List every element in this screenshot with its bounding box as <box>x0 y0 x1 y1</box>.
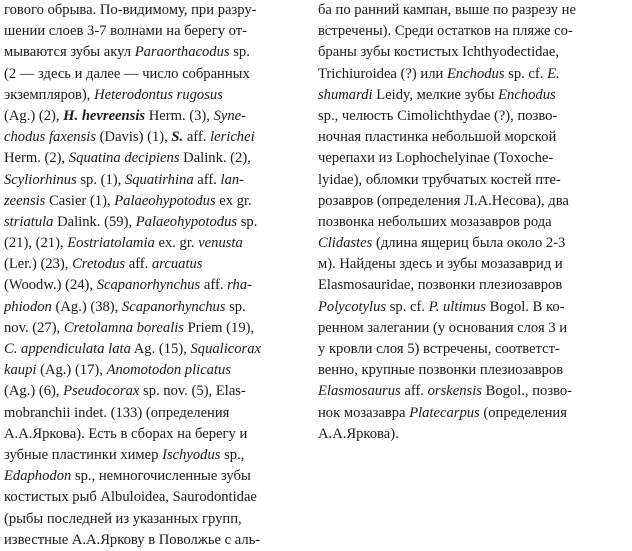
text-run: ex. gr. <box>154 235 199 252</box>
text-run: ба по ранний кампан, выше по разрезу не <box>318 2 576 18</box>
text-run: lyidae), обломки трубчатых костей пте- <box>318 171 561 188</box>
text-run: aff. <box>193 171 221 188</box>
text-run: sp., немногочисленные зубы <box>71 468 251 485</box>
text-line <box>4 466 306 487</box>
text-line <box>4 170 306 191</box>
text-line <box>318 191 628 212</box>
text-line <box>4 106 306 127</box>
styled-text-run: zeensis <box>4 192 46 209</box>
styled-text-run: venusta <box>198 235 243 252</box>
styled-text-run: orskensis <box>427 383 482 400</box>
text-line <box>4 275 306 296</box>
text-run: (Davis) (1), <box>96 129 172 146</box>
text-column-right <box>318 0 628 445</box>
text-run: sp., <box>220 446 245 463</box>
text-run: Dalink. (59), <box>53 213 136 230</box>
text-run: Priem (19), <box>184 319 255 336</box>
text-line <box>318 0 628 21</box>
text-run: ex gr. <box>215 192 252 209</box>
text-run: ночная пластинка небольшой морской <box>318 129 557 146</box>
text-line <box>318 233 628 254</box>
text-run: (Ler.) (23), <box>4 256 73 273</box>
text-run: розавров (определения Л.А.Несова), два <box>318 192 569 209</box>
text-run: венно, крупные позвонки плезиозавров <box>318 362 564 379</box>
text-run: sp. (1), <box>76 171 125 188</box>
text-line <box>318 212 628 233</box>
styled-text-run: Enchodus <box>446 65 505 82</box>
text-line <box>4 509 306 530</box>
text-line <box>4 339 306 360</box>
text-run: шении слоев 3-7 волнами на берегу от- <box>4 23 247 40</box>
text-run: Leidy, мелкие зубы <box>372 86 499 103</box>
text-run: А.А.Яркова). <box>318 425 399 442</box>
text-line <box>318 127 628 148</box>
text-run: гового обрыва. По-видимому, при разру- <box>4 2 257 18</box>
text-run: sp. <box>225 298 246 315</box>
styled-text-run: Cretolamna borealis <box>63 319 184 336</box>
styled-text-run: lan- <box>220 171 245 188</box>
styled-text-run: phiodon <box>4 298 52 315</box>
styled-text-run: kaupi <box>4 362 37 379</box>
styled-text-run: Palaeohypotodus <box>135 213 238 230</box>
text-run: (Ag.) (6), <box>4 383 64 400</box>
styled-text-run: rha- <box>227 277 252 294</box>
text-line <box>4 297 306 318</box>
text-run: Elasmosauridae, позвонки плезиозавров <box>318 277 563 294</box>
text-line <box>318 21 628 42</box>
text-run: Herm. (2), <box>4 150 69 167</box>
styled-text-run: Platecarpus <box>409 404 480 421</box>
text-run: нок мозазавра <box>318 404 410 421</box>
text-line <box>318 85 628 106</box>
text-line <box>4 487 306 508</box>
styled-text-run: Edaphodon <box>4 468 72 485</box>
text-run: sp. cf. <box>386 298 429 315</box>
text-line <box>318 42 628 63</box>
styled-text-run: Scyliorhinus <box>4 171 77 188</box>
styled-text-run: C. appendiculata lata <box>4 341 131 357</box>
styled-text-run: arcuatus <box>151 256 203 273</box>
styled-text-run: Polycotylus <box>318 298 387 315</box>
styled-text-run: lerichei <box>210 129 255 146</box>
text-run: встречены). Среди остатков на пляже со- <box>318 23 573 40</box>
text-line <box>318 297 628 318</box>
styled-text-run: H. hevreensis <box>63 107 146 124</box>
text-line <box>4 530 306 551</box>
styled-text-run: chodus faxensis <box>4 129 97 146</box>
text-line <box>4 127 306 148</box>
text-run: у кровли слоя 5) встречены, соответст- <box>318 341 560 357</box>
styled-text-run: Anomotodon plicatus <box>106 362 232 379</box>
text-line <box>4 212 306 233</box>
styled-text-run: Paraorthacodus <box>134 44 230 61</box>
text-run: (21), (21), <box>4 235 68 252</box>
text-line <box>4 360 306 381</box>
text-run: sp., челюсть Cimolichthydae (?), позво- <box>318 107 558 124</box>
styled-text-run: Scapanorhynchus <box>121 298 226 315</box>
text-run: А.А.Яркова). Есть в сборах на берегу и <box>4 425 248 442</box>
text-run: браны зубы костистых Ichthyodectidae, <box>318 44 560 61</box>
styled-text-run: Ischyodus <box>162 446 221 463</box>
text-run: sp. cf. <box>504 65 548 82</box>
text-run: зубные пластинки химер <box>4 446 163 463</box>
text-line <box>318 170 628 191</box>
styled-text-run: Enchodus <box>498 86 556 103</box>
text-run: (Woodw.) (24), <box>4 277 97 294</box>
text-line <box>318 424 628 445</box>
text-run: sp. <box>229 44 250 61</box>
text-line <box>4 254 306 275</box>
text-line <box>4 0 306 21</box>
text-line <box>318 360 628 381</box>
text-run: м). Найдены здесь и зубы мозазаврид и <box>318 256 563 273</box>
text-run: Herm. (3), <box>145 107 214 124</box>
text-run: nov. (27), <box>4 319 64 336</box>
styled-text-run: striatula <box>4 213 54 230</box>
styled-text-run: Scapanorhynchus <box>96 277 201 294</box>
text-run: позвонка небольших мозазавров рода <box>318 213 552 230</box>
styled-text-run: Pseudocorax <box>63 383 140 400</box>
text-run: известные А.А.Яркову в Поволжье с аль- <box>4 531 261 548</box>
text-column-left <box>4 0 306 551</box>
text-run: (длина ящериц была около 2-3 <box>372 235 566 252</box>
text-line <box>4 233 306 254</box>
text-line <box>318 403 628 424</box>
text-line <box>4 64 306 85</box>
styled-text-run: S. <box>171 129 184 146</box>
styled-text-run: Syne- <box>213 107 246 124</box>
text-line <box>318 64 628 85</box>
text-line <box>4 191 306 212</box>
styled-text-run: Eostriatolamia <box>67 235 155 252</box>
text-run: Dalink. (2), <box>179 150 251 167</box>
text-line <box>4 85 306 106</box>
styled-text-run: shumardi <box>318 86 373 103</box>
text-run: Bogol. В ко- <box>485 298 565 315</box>
text-line <box>4 403 306 424</box>
styled-text-run: Squalicorax <box>190 341 262 357</box>
text-run: экземпляров), <box>4 86 95 103</box>
text-run: (рыбы последней из указанных групп, <box>4 510 242 527</box>
text-line <box>4 148 306 169</box>
text-line <box>318 318 628 339</box>
text-run: (2 — здесь и далее — число собранных <box>4 65 250 82</box>
text-run: sp. <box>237 213 258 230</box>
text-run: костистых рыб Albuloidea, Saurodontidae <box>4 489 257 506</box>
text-run: Ag. (15), <box>130 341 191 357</box>
text-line <box>4 42 306 63</box>
text-line <box>318 339 628 360</box>
text-line <box>4 318 306 339</box>
text-run: Casier (1), <box>45 192 115 209</box>
text-run: черепахи из Lophochelyinae (Toxoche- <box>318 150 554 167</box>
styled-text-run: Squatina decipiens <box>68 150 180 167</box>
text-line <box>4 424 306 445</box>
text-line <box>318 106 628 127</box>
text-run: aff. <box>400 383 428 400</box>
styled-text-run: Elasmosaurus <box>318 383 401 400</box>
text-run: (Ag.) (2), <box>4 107 64 124</box>
styled-text-run: E. <box>547 65 560 82</box>
text-line <box>4 21 306 42</box>
styled-text-run: Heterodontus rugosus <box>94 86 223 103</box>
text-run: (Ag.) (17), <box>36 362 107 379</box>
styled-text-run: P. ultimus <box>428 298 486 315</box>
text-run: aff. <box>125 256 152 273</box>
styled-text-run: Clidastes <box>318 235 373 252</box>
text-run: ренном залегании (у основания слоя 3 и <box>318 319 568 336</box>
styled-text-run: Squatirhina <box>124 171 194 188</box>
text-line <box>318 275 628 296</box>
styled-text-run: Cretodus <box>72 256 126 273</box>
text-line <box>318 148 628 169</box>
text-run: (Ag.) (38), <box>51 298 122 315</box>
text-line <box>4 381 306 402</box>
text-run: aff. <box>183 129 211 146</box>
text-run: мываются зубы акул <box>4 44 135 61</box>
styled-text-run: Palaeohypotodus <box>114 192 216 209</box>
text-run: Trichiuroidea (?) или <box>318 65 447 82</box>
text-run: mobranchii indet. (133) (определения <box>4 404 230 421</box>
text-run: sp. nov. (5), Elas- <box>139 383 246 400</box>
text-run: Bogol., позво- <box>481 383 573 400</box>
text-run: (определения <box>479 404 567 421</box>
text-run: aff. <box>200 277 228 294</box>
text-line <box>318 381 628 402</box>
text-line <box>4 445 306 466</box>
text-line <box>318 254 628 275</box>
